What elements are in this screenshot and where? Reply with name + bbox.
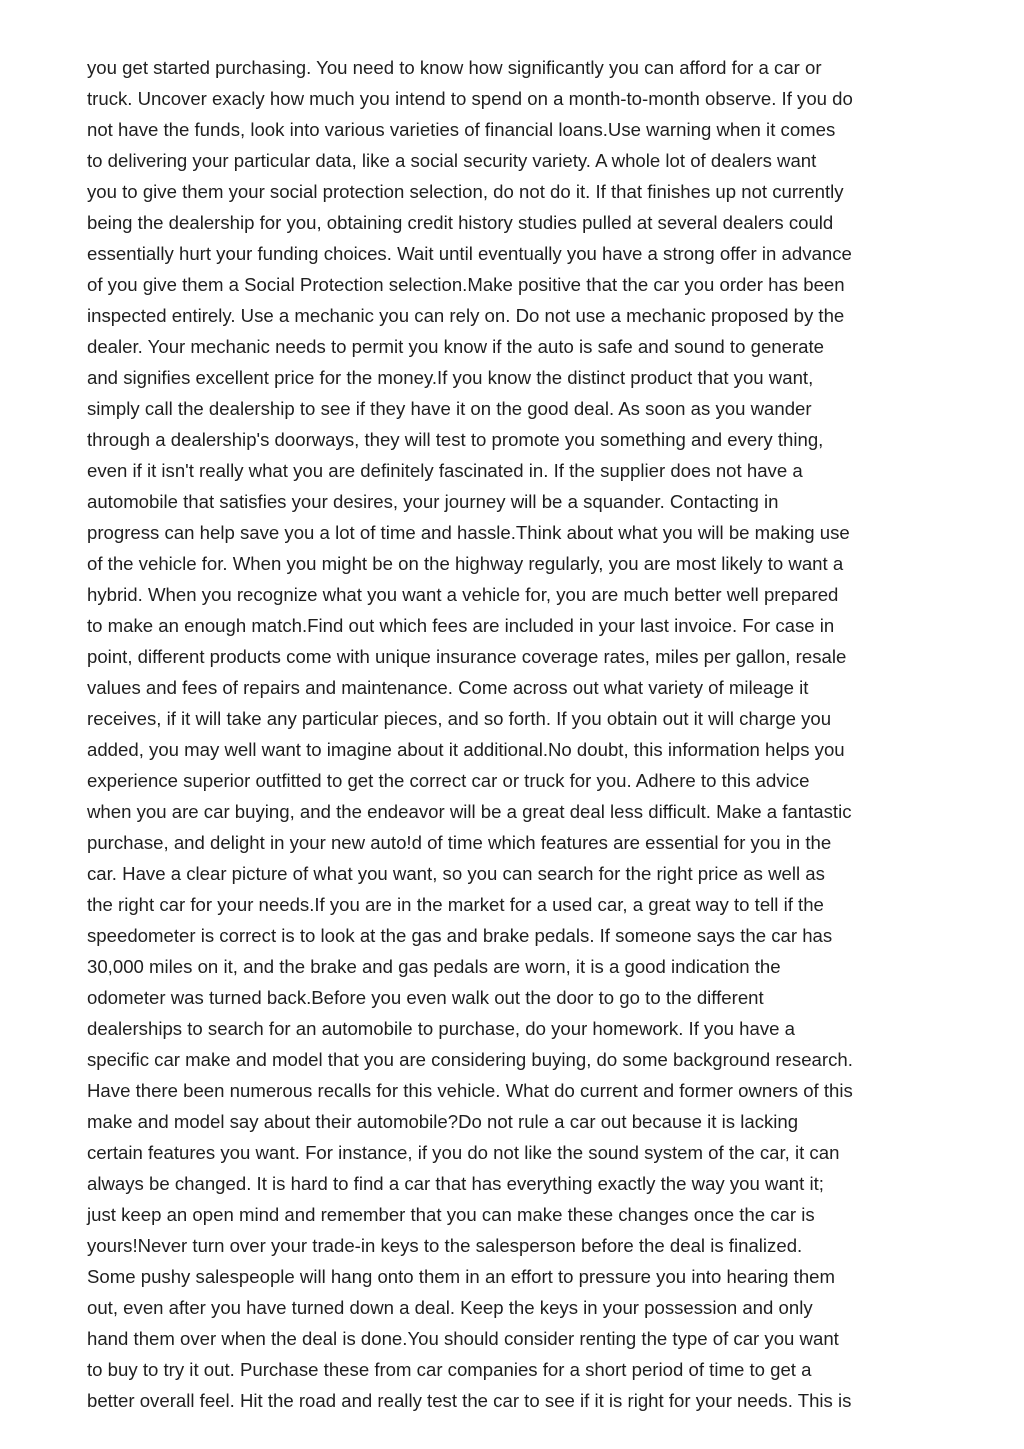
body-text: you get started purchasing. You need to know how significantly you can afford for a car or truck. Uncover exacly how much you intend to spend on a month-to-month observe. If you do not have the funds, look into various varieties of financial loans.Use warning when it comes to delivering your particular data, like a social security variety. A whole lot of dealers want you to give them your social protection selection, do not do it. If that finishes up not currently being the dealership for you, obtaining credit history studies pulled at several dealers could essentially hurt your funding choices. Wait until eventually you have a strong offer in advance of you give them a Social Protection selection.Make positive that the car you order has been inspected entirely. Use a mechanic you can rely on. Do not use a mechanic proposed by the dealer. Your mechanic needs to permit you know if the auto is safe and sound to generate and signifies excellent price for the money.If you know the distinct product that you want, simply call the dealership to see if they have it on the good deal. As soon as you wander through a dealership's doorways, they will test to promote you something and every thing, even if it isn't really what you are definitely fascinated in. If the supplier does not have a automobile that satisfies your desires, your journey will be a squander. Contacting in progress can help save you a lot of time and hassle.Think about what you will be making use of the vehicle for. When you might be on the highway regularly, you are most likely to want a hybrid. When you recognize what you want a vehicle for, you are much better well prepared to make an enough match.Find out which fees are included in your last invoice. For case in point, different products come with unique insurance coverage rates, miles per gallon, resale values and fees of repairs and maintenance. Come across out what variety of mileage it receives, if it will take any particular pieces, and so forth. If you obtain out it will charge you added, you may well want to imagine about it additional.No doubt, this information helps you experience superior outfitted to get the correct car or truck for you. Adhere to this advice when you are car buying, and the endeavor will be a great deal less difficult. Make a fantastic purchase, and delight in your new auto!d of time which features are essential for you in the car. Have a clear picture of what you want, so you can search for the right price as well as the right car for your needs.If you are in the market for a used car, a great way to tell if the speedometer is correct is to look at the gas and brake pedals. If someone says the car has 30,000 miles on it, and the brake and gas pedals are worn, it is a good indication the odometer was turned back.Before you even walk out the door to go to the different dealerships to search for an automobile to purchase, do your homework. If you have a specific car make and model that you are considering buying, do some background research. Have there been numerous recalls for this vehicle. What do current and former owners of this make and model say about their automobile?Do not rule a car out because it is lacking certain features you want. For instance, if you do not like the sound system of the car, it can always be changed. It is hard to find a car that has everything exactly the way you want it; just keep an open mind and remember that you can make these changes once the car is yours!Never turn over your trade-in keys to the salesperson before the deal is finalized. Some pushy salespeople will hang onto them in an effort to pressure you into hearing them out, even after you have turned down a deal. Keep the keys in your possession and only hand them over when the deal is done.You should consider renting the type of car you want to buy to try it out. Purchase these from car companies for a short period of time to get a better overall feel. Hit the road and really test the car to see if it is right for your needs. This is: [87, 57, 853, 1411]
